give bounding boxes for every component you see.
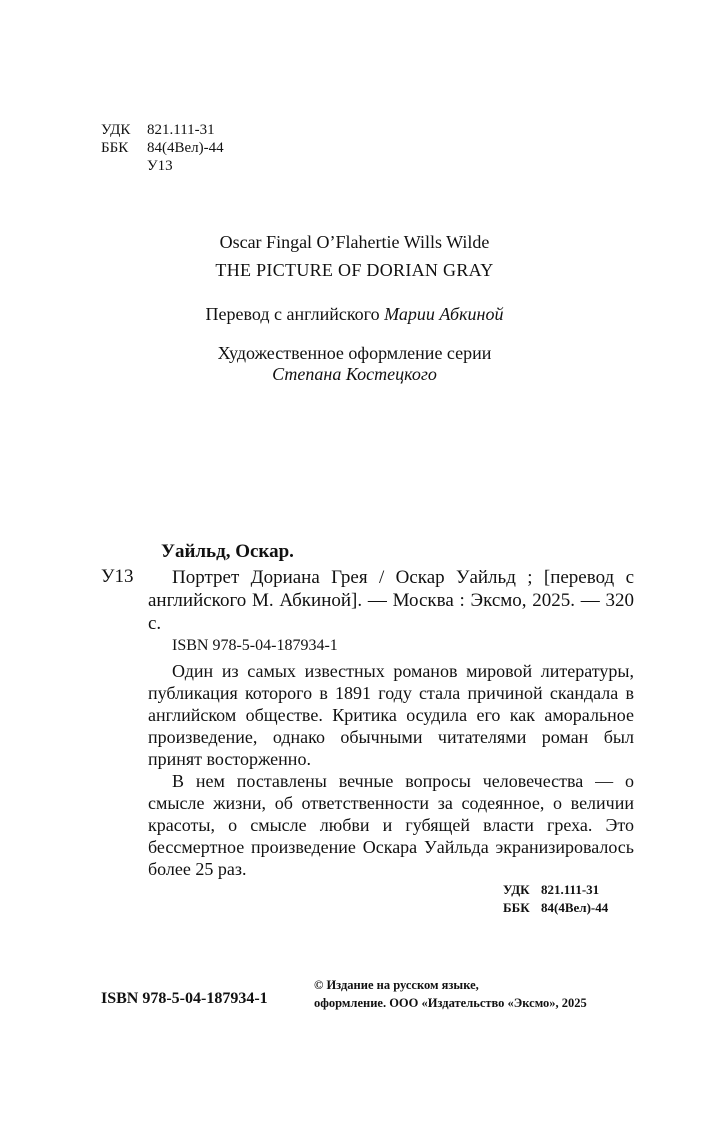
annotation-paragraph: В нем поставлены вечные вопросы человечества — о смысле жизни, об ответственности за содеянное, о величии красоты, о смысле любви и губящей власти греха. Это бессмертное произведение Оскара Уайльда экранизировалось более 25 раз. xyxy=(148,771,634,879)
original-title: THE PICTURE OF DORIAN GRAY xyxy=(215,260,494,280)
bbk-row-bottom xyxy=(503,899,608,917)
bbk-label: ББК xyxy=(101,140,129,156)
udk-label: УДК xyxy=(503,882,530,897)
udk-row xyxy=(101,121,224,139)
author-mark: У13 xyxy=(147,158,173,174)
copyright-line-1: © Издание на русском языке, xyxy=(314,978,479,992)
catalog-description: Портрет Дориана Грея / Оскар Уайльд ; [перевод с английского М. Абкиной]. — Москва : Эксмо, 2025. — 320 с. xyxy=(148,567,634,634)
translator-name: Марии Абкиной xyxy=(384,304,504,324)
udk-value: 821.111-31 xyxy=(541,882,600,897)
catalog-author-heading: Уайльд, Оскар. xyxy=(161,541,294,562)
classification-block-bottom xyxy=(503,881,608,917)
original-author: Oscar Fingal O’Flahertie Wills Wilde xyxy=(219,232,490,252)
udk-value: 821.111-31 xyxy=(147,122,215,138)
bbk-row xyxy=(101,139,224,157)
classification-block-top xyxy=(101,121,224,175)
udk-row-bottom xyxy=(503,881,608,899)
translation-prefix: Перевод с английского xyxy=(205,304,380,324)
udk-label: УДК xyxy=(101,122,131,138)
annotation-paragraph: Один из самых известных романов мировой литературы, публикация которого в 1891 году стала причиной скандала в английском обществе. Критика осудила его как аморальное произведение, однако обычными читателями роман был принят восторженно. xyxy=(148,661,634,769)
catalog-cutter-mark: У13 xyxy=(101,566,134,587)
annotation xyxy=(148,660,634,880)
bbk-label: ББК xyxy=(503,900,530,915)
designer-name: Степана Костецкого xyxy=(272,364,437,384)
copyright-notice xyxy=(314,976,587,1012)
footer-isbn: ISBN 978-5-04-187934-1 xyxy=(101,990,268,1007)
bbk-value: 84(4Вел)-44 xyxy=(147,140,224,156)
catalog-isbn: ISBN 978-5-04-187934-1 xyxy=(172,637,338,654)
design-label: Художественное оформление серии xyxy=(217,343,492,363)
bbk-value: 84(4Вел)-44 xyxy=(541,900,609,915)
copyright-line-2: оформление. ООО «Издательство «Эксмо», 2025 xyxy=(314,996,587,1010)
translation-credit xyxy=(0,304,709,325)
design-credit xyxy=(0,343,709,385)
